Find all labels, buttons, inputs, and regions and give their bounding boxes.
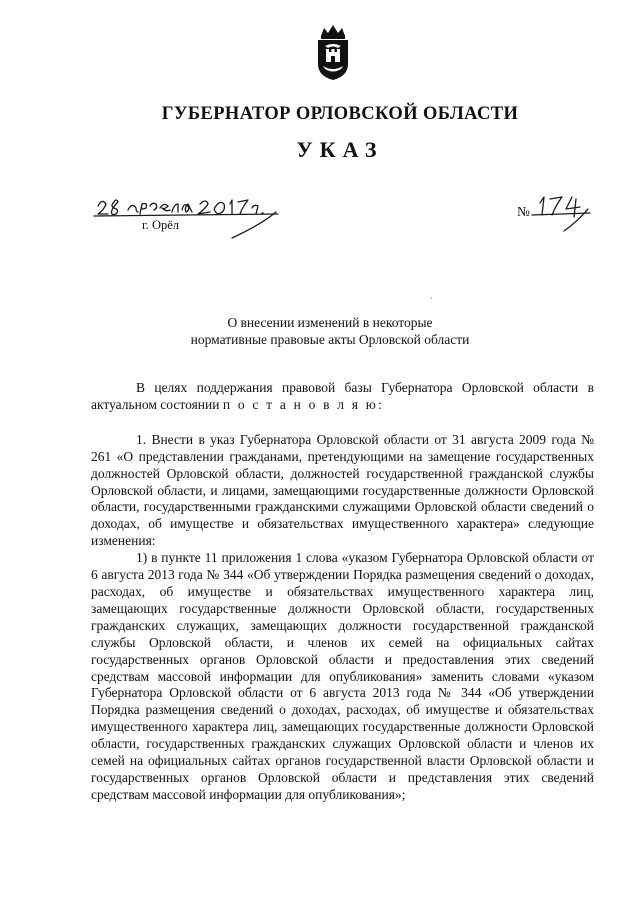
scan-speck xyxy=(430,297,432,299)
title-line-2: нормативные правовые акты Орловской области xyxy=(190,332,470,347)
preamble-paragraph xyxy=(91,380,594,414)
number-label: № xyxy=(517,204,530,219)
handwritten-number xyxy=(530,193,596,233)
document-body xyxy=(91,380,594,804)
document-title xyxy=(0,314,640,348)
authority-heading: ГУБЕРНАТОР ОРЛОВСКОЙ ОБЛАСТИ xyxy=(161,104,519,124)
orel-region-coat-of-arms-icon xyxy=(311,22,355,82)
clause-1-paragraph: 1. Внести в указ Губернатора Орловской области от 31 августа 2009 года № 261 «О представлении гражданами, претендующими на замещение государственных должностей Орловской области, должностей государственной гражданской службы Орловской области, и лицами, замещающими государственные должности Орловской области, государственными гражданскими служащими Орловской области сведений о доходах, об имуществе и обязательствах имущественного характера» следующие изменения: xyxy=(91,431,594,549)
subclause-1-paragraph: 1) в пункте 11 приложения 1 слова «указом Губернатора Орловской области от 6 августа 2013 года № 344 «Об утверждении Порядка размещения сведений о доходах, расходах, об имуществе и обязательствах имущественного характера лиц, замещающих государственные должности Орловской области, государственных гражданских служащих, замещающих должности государственной гражданской службы Орловской области, и членов их семей на официальных сайтах государственных органов Орловской области и предоставления этих сведений средствам массовой информации для опубликования» заменить словами «указом Губернатора Орловской области от 6 августа 2013 года № 344 «Об утверждении Порядка размещения сведений о доходах, расходах, об имуществе и обязательствах имущественного характера лиц, замещающих государственные должности Орловской области, государственных гражданских служащих Орловской области и членов их семей на официальных сайтах органов государственной власти Орловской области и государственных органов Орловской области и представления этих сведений средствам массовой информации для опубликования»; xyxy=(91,550,594,802)
title-line-1: О внесении изменений в некоторые xyxy=(227,315,433,330)
decree-word: п о с т а н о в л я ю: xyxy=(222,396,384,412)
city-label: г. Орёл xyxy=(142,218,180,232)
handwritten-date xyxy=(92,194,282,240)
preamble-text: В целях поддержания правовой базы Губернатора Орловской области в актуальном состоянии xyxy=(91,380,594,412)
document-type-heading: УКАЗ xyxy=(296,137,384,162)
